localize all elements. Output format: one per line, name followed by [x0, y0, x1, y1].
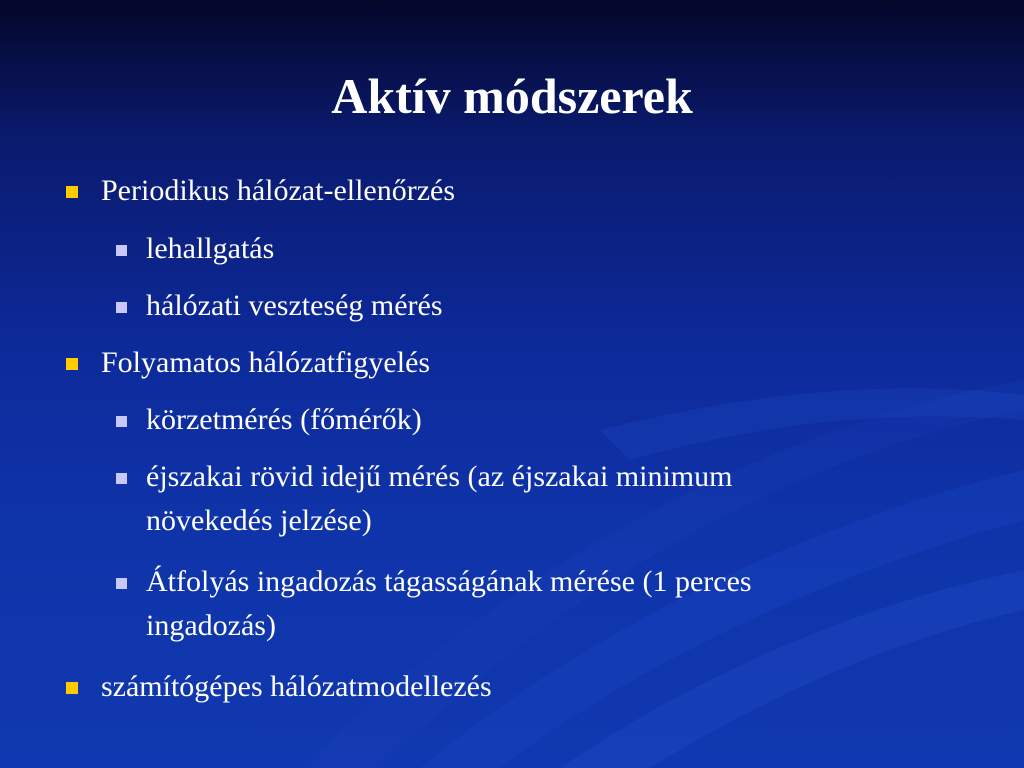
bullet-text: hálózati veszteség mérés	[146, 289, 443, 322]
bullet-text-line: ingadozás)	[146, 609, 276, 642]
bullet-item	[101, 665, 492, 709]
square-bullet-icon	[116, 416, 127, 427]
bullet-item	[101, 169, 455, 213]
bullet-item	[101, 341, 430, 385]
bullet-text-line: Átfolyás ingadozás tágasságának mérése (1 perces	[146, 565, 752, 598]
square-bullet-icon	[66, 186, 78, 198]
sub-bullet-item	[146, 560, 752, 648]
sub-bullet-item	[146, 227, 274, 271]
bullet-text: Periodikus hálózat-ellenőrzés	[101, 174, 456, 207]
sub-bullet-item	[146, 455, 732, 543]
slide-title: Aktív módszerek	[331, 68, 693, 124]
square-bullet-icon	[66, 358, 78, 370]
bullet-text-line: éjszakai rövid idejű mérés (az éjszakai minimum	[146, 460, 733, 493]
square-bullet-icon	[116, 245, 127, 256]
square-bullet-icon	[116, 302, 127, 313]
square-bullet-icon	[66, 682, 78, 694]
square-bullet-icon	[116, 473, 127, 484]
bullet-text: lehallgatás	[146, 232, 275, 265]
bullet-text: számítógépes hálózatmodellezés	[101, 670, 492, 703]
bullet-text: körzetmérés (főmérők)	[146, 403, 422, 436]
sub-bullet-item	[146, 284, 443, 328]
square-bullet-icon	[116, 578, 127, 589]
sub-bullet-item	[146, 398, 422, 442]
bullet-text-line: növekedés jelzése)	[146, 504, 372, 537]
bullet-text: Folyamatos hálózatfigyelés	[101, 346, 431, 379]
